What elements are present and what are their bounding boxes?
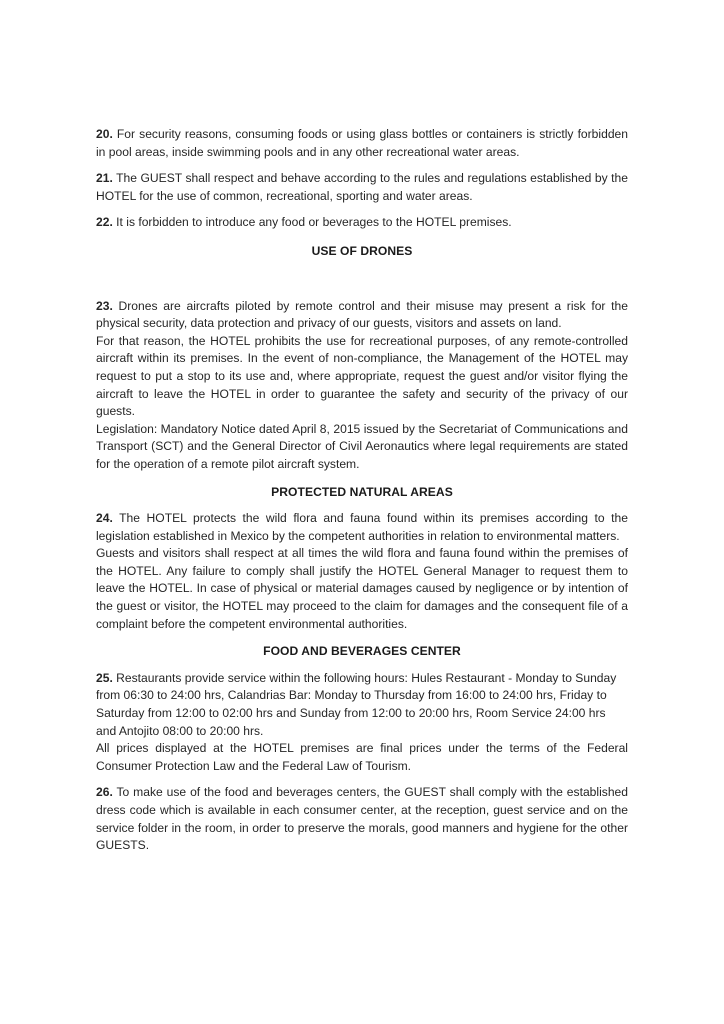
clause-24-continuation-1: Guests and visitors shall respect at all times the wild flora and fauna found within the premises of the HOTEL. Any failure to comply shall justify the HOTEL General Manager to request them to leave the HOTEL. In case of physical or material damages caused by negligence or by intention of the guest or visitor, the HOTEL may proceed to the claim for damages and the consequent file of a complaint before the competent environmental authorities. bbox=[96, 546, 628, 631]
clause-26-text: To make use of the food and beverages centers, the GUEST shall comply with the established dress code which is available in each consumer center, at the reception, guest service and on the service folder in the room, in order to preserve the morals, good manners and hygiene for the other GUESTS. bbox=[96, 785, 628, 853]
clause-23-number: 23. bbox=[96, 298, 113, 313]
clause-23-text: Drones are aircrafts piloted by remote control and their misuse may present a risk for the physical security, data protection and privacy of our guests, visitors and assets on land. bbox=[96, 298, 628, 331]
clause-20-text: For security reasons, consuming foods or using glass bottles or containers is strictly forbidden in pool areas, inside swimming pools and in any other recreational water areas. bbox=[96, 127, 628, 159]
clause-21-text: The GUEST shall respect and behave according to the rules and regulations established by the HOTEL for the use of common, recreational, sporting and water areas. bbox=[96, 171, 628, 203]
clause-25-number: 25. bbox=[96, 670, 113, 685]
clause-21-number: 21. bbox=[96, 171, 113, 186]
clause-21-paragraph bbox=[96, 170, 628, 205]
clause-26-number: 26. bbox=[96, 785, 113, 800]
clause-22-paragraph bbox=[96, 214, 628, 232]
clause-23-paragraph bbox=[96, 298, 628, 333]
clause-24-number: 24. bbox=[96, 511, 113, 526]
clause-24-paragraph bbox=[96, 510, 628, 545]
document-body bbox=[96, 126, 628, 864]
section-heading-protected-natural-areas: PROTECTED NATURAL AREAS bbox=[271, 484, 453, 499]
section-heading-use-of-drones: USE OF DRONES bbox=[311, 243, 413, 258]
clause-20-paragraph bbox=[96, 126, 628, 161]
clause-24-text: The HOTEL protects the wild flora and fauna found within its premises according to the legislation established in Mexico by the competent authorities in relation to environmental matters. bbox=[96, 511, 628, 543]
clause-26-paragraph bbox=[96, 784, 628, 854]
clause-25-paragraph bbox=[96, 670, 628, 740]
section-heading-food-and-beverages-center: FOOD AND BEVERAGES CENTER bbox=[263, 644, 461, 659]
clause-20-number: 20. bbox=[96, 127, 113, 141]
clause-23-continuation-2: Legislation: Mandatory Notice dated April 8, 2015 issued by the Secretariat of Communications and Transport (SCT) and the General Director of Civil Aeronautics where legal requirements are stated for the operation of a remote pilot aircraft system. bbox=[96, 421, 628, 471]
clause-22-text: It is forbidden to introduce any food or beverages to the HOTEL premises. bbox=[112, 215, 512, 230]
clause-25-text: Restaurants provide service within the following hours: Hules Restaurant - Monday to Sunday from 06:30 to 24:00 hrs, Calandrias Bar: Monday to Thursday from 16:00 to 24:00 hrs, Friday to Saturday from 12:00 to 02:00 hrs and Sunday from 12:00 to 20:00 hrs, Room Service 24:00 hrs and Antojito 08:00 to 20:00 hrs. bbox=[96, 670, 617, 738]
clause-25-continuation-1: All prices displayed at the HOTEL premises are final prices under the terms of the Federal Consumer Protection Law and the Federal Law of Tourism. bbox=[96, 741, 628, 773]
clause-22-number: 22. bbox=[96, 215, 113, 230]
clause-23-continuation-1: For that reason, the HOTEL prohibits the use for recreational purposes, of any remote-controlled aircraft within its premises. In the event of non-compliance, the Management of the HOTEL may request to put a stop to its use and, where appropriate, request the guest and/or visitor flying the aircraft to leave the HOTEL in order to guarantee the safety and security of the privacy of our guests. bbox=[96, 333, 628, 419]
